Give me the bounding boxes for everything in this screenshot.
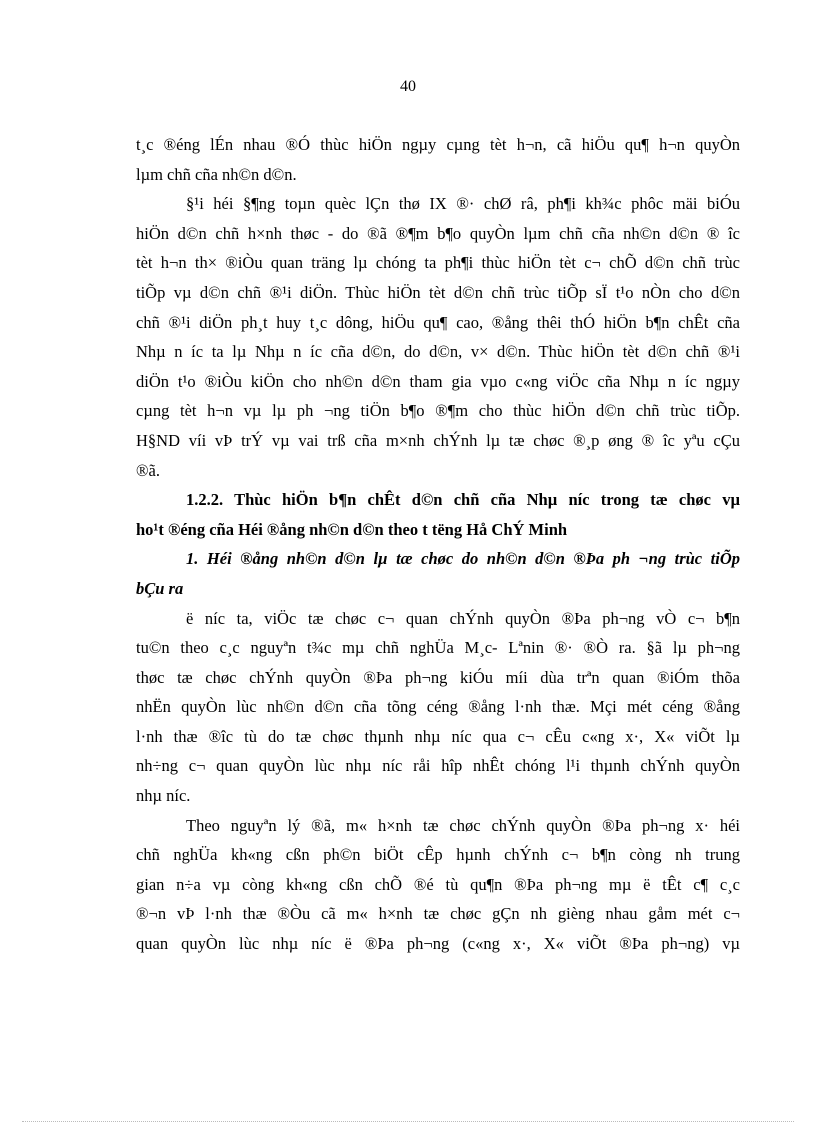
- text-line: tu©n theo c¸c nguyªn t¾c mµ chñ nghÜa M¸c- Lªnin ®· ®Ò ra. §ã lµ ph¬ng: [136, 638, 740, 658]
- text-line: ®ã.: [136, 460, 160, 480]
- text-line: thøc tæ chøc chÝnh quyÒn ®Þa ph¬ng kiÓu míi dùa trªn quan ®iÓm thõa: [136, 667, 740, 687]
- text-line: lµm chñ cña nh©n d©n.: [136, 164, 297, 184]
- page-number: 40: [400, 78, 416, 95]
- text-line: nh÷ng c¬ quan quyÒn lùc nhµ níc råi hîp nhÊt chóng l¹i thµnh chÝnh quyÒn: [136, 756, 740, 776]
- paragraph: [136, 189, 740, 485]
- text-line: nhËn quyÒn lùc nh©n d©n cña tõng céng ®ång l·nh thæ. Mçi mét céng ®ång: [136, 697, 740, 717]
- heading-line: ho¹t ®éng cña Héi ®ång nh©n d©n theo t tëng Hå ChÝ Minh: [136, 519, 568, 539]
- text-line: quan quyÒn lùc nhµ níc ë ®Þa ph¬ng (c«ng x·, X« viÕt ®Þa ph¬ng) vµ: [136, 934, 740, 954]
- text-line: Theo nguyªn lý ®ã, m« h×nh tæ chøc chÝnh quyÒn ®Þa ph¬ng x· héi: [186, 815, 740, 835]
- text-line: nhµ níc.: [136, 786, 191, 806]
- text-line: chñ ®¹i diÖn ph¸t huy t¸c dông, hiÖu qu¶ cao, ®ång thêi thÓ hiÖn b¶n chÊt cña: [136, 312, 740, 332]
- paragraph: [136, 604, 740, 811]
- text-line: ë níc ta, viÖc tæ chøc c¬ quan chÝnh quyÒn ®Þa ph¬ng vÒ c¬ b¶n: [186, 608, 740, 628]
- text-line: t¸c ®éng lÉn nhau ®Ó thùc hiÖn ngµy cµng tèt h¬n, cã hiÖu qu¶ h¬n quyÒn: [136, 135, 740, 154]
- paragraph: [136, 811, 740, 959]
- section-heading: [136, 485, 740, 544]
- text-line: tèt h¬n th× ®iÒu quan träng lµ chóng ta ph¶i thùc hiÖn tèt c¬ chÕ d©n chñ trùc: [136, 253, 740, 273]
- text-line: tiÕp vµ d©n chñ ®¹i diÖn. Thùc hiÖn tèt d©n chñ trùc tiÕp sÏ t¹o nÒn cho d©n: [136, 282, 740, 302]
- text-line: hiÖn d©n chñ h×nh thøc - do ®ã ®¶m b¶o quyÒn lµm chñ cña nh©n d©n ® îc: [136, 223, 740, 243]
- heading-line: 1. Héi ®ång nh©n d©n lµ tæ chøc do nh©n d©n ®Þa ph ¬ng trùc tiÕp: [186, 549, 740, 569]
- heading-line: 1.2.2. Thùc hiÖn b¶n chÊt d©n chñ cña Nhµ níc trong tæ chøc vµ: [186, 490, 740, 510]
- text-line: diÖn t¹o ®iÒu kiÖn cho nh©n d©n tham gia vµo c«ng viÖc cña Nhµ n íc ngµy: [136, 371, 740, 391]
- paragraph: [136, 130, 740, 189]
- text-line: Nhµ n íc ta lµ Nhµ n íc cña d©n, do d©n, v× d©n. Thùc hiÖn tèt d©n chñ ®¹i: [136, 342, 740, 362]
- document-body: [136, 130, 740, 959]
- text-line: gian n÷a vµ còng kh«ng cßn chÕ ®é tù qu¶n ®Þa ph¬ng mµ ë tÊt c¶ c¸c: [136, 874, 740, 894]
- text-line: §¹i héi §¶ng toµn quèc lÇn thø IX ®· chØ râ, ph¶i kh¾c phôc mäi biÓu: [186, 194, 740, 214]
- heading-line: bÇu ra: [136, 578, 184, 598]
- text-line: ®¬n vÞ l·nh thæ ®Òu cã m« h×nh tæ chøc gÇn nh gièng nhau gåm mét c¬: [136, 904, 740, 924]
- text-line: l·nh thæ ®îc tù do tæ chøc thµnh nhµ níc qua c¬ cÊu c«ng x·, X« viÕt lµ: [136, 726, 740, 746]
- page-bottom-border: [22, 1121, 794, 1122]
- text-line: H§ND víi vÞ trÝ vµ vai trß cña m×nh chÝnh lµ tæ chøc ®¸p øng ® îc yªu cÇu: [136, 430, 740, 450]
- subsection-heading: [136, 544, 740, 603]
- text-line: cµng tèt h¬n vµ lµ ph ¬ng tiÖn b¶o ®¶m cho thùc hiÖn d©n chñ trùc tiÕp.: [136, 401, 740, 421]
- text-line: chñ nghÜa kh«ng cßn ph©n biÖt cÊp hµnh chÝnh c¬ b¶n còng nh trung: [136, 845, 740, 865]
